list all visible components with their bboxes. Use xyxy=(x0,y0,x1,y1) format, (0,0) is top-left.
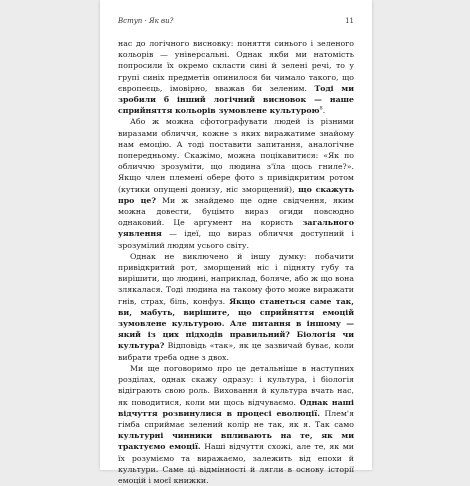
book-page xyxy=(100,0,372,485)
bold-span: культурні чинники впливають на те, як ми трактуємо емоції. xyxy=(118,431,354,452)
paragraph xyxy=(118,38,354,116)
footnote-marker[interactable]: 8 xyxy=(319,105,323,112)
text-span: Відповідь «так», як це зазвичай буває, коли вибрати треба одне з двох. xyxy=(118,341,354,362)
page-number: 11 xyxy=(345,17,354,25)
paragraph xyxy=(118,251,354,363)
bold-span: загального уявлення xyxy=(118,218,354,239)
running-title: Вступ · Як ви? xyxy=(118,17,174,25)
text-span: Або ж можна сфотографувати людей із різними виразами обличчя, кожне з яких виражатиме знайому нам емоцію. А тоді поставити запитання, аналогічне попередньому. Скажімо, можна поцікавитися: «Як по обличчю зрозуміти, що людина з'їла щось гниле?». Якщо член племені обере фото з привідкритим ротом (кутики опущені донизу, ніс зморщений), xyxy=(118,117,354,194)
bold-span: що скажуть про це? xyxy=(118,184,354,205)
paragraph xyxy=(118,363,354,486)
bold-span: Тоді ми зробили б інший логічний висновок — наше сприйняття кольорів зумовлене культурою xyxy=(118,83,354,116)
text-span: Ми ж знайдемо ще одне свідчення, яким можна довести, буцімто вираз огиди повсюдно однаковий. Це аргумент на користь xyxy=(118,195,354,228)
text-span: нас до логічного висновку: поняття синього і зеленого кольорів — універсальні. Однак якби ми натомість попросили їх окремо скласти сині й зелені речі, то у групі синіх предметів опинилося би чимало такого, що європеєць, імовірно, вважав би зеленим. xyxy=(118,39,354,93)
body-text xyxy=(118,38,354,486)
text-span: Однак не виключено й іншу думку: побачити привідкритий рот, зморщений ніс і підняту губу та вирішити, що людині, наприклад, боляче, або ж що вона злякалася. Тоді людина на такому фото може виражати гнів, страх, біль, конфуз. xyxy=(118,251,354,306)
running-head xyxy=(118,17,354,25)
paragraph xyxy=(118,116,354,250)
text-span: . xyxy=(322,106,326,116)
text-span: Плем'я гімба сприймає зелений колір не так, як я. Так само xyxy=(118,408,354,429)
bold-span: Однак наші відчуття розвинулися в процесі еволюції. xyxy=(118,397,354,418)
bold-span: Якщо станеться саме так, ви, мабуть, вирішите, що сприйняття емоцій зумовлене культурою. Але питання в іншому — який із цих підходів правильний? Біологія чи культура? xyxy=(118,296,354,351)
text-span: Наші відчуття схожі, але те, як ми їх розуміємо та виражаємо, залежить від епохи й культури. Саме ці відмінності й лягли в основу історії емоцій і моєї книжки. xyxy=(118,442,354,485)
text-span: — ідеї, що вираз обличчя доступний і зрозумілий людям усього світу. xyxy=(118,229,354,250)
text-span: Ми ще поговоримо про це детальніше в наступних розділах, однак скажу одразу: і культура, і біологія відіграють свою роль. Виховання й культура вчать нас, як поводитися, коли ми щось відчуваємо. xyxy=(118,363,354,407)
